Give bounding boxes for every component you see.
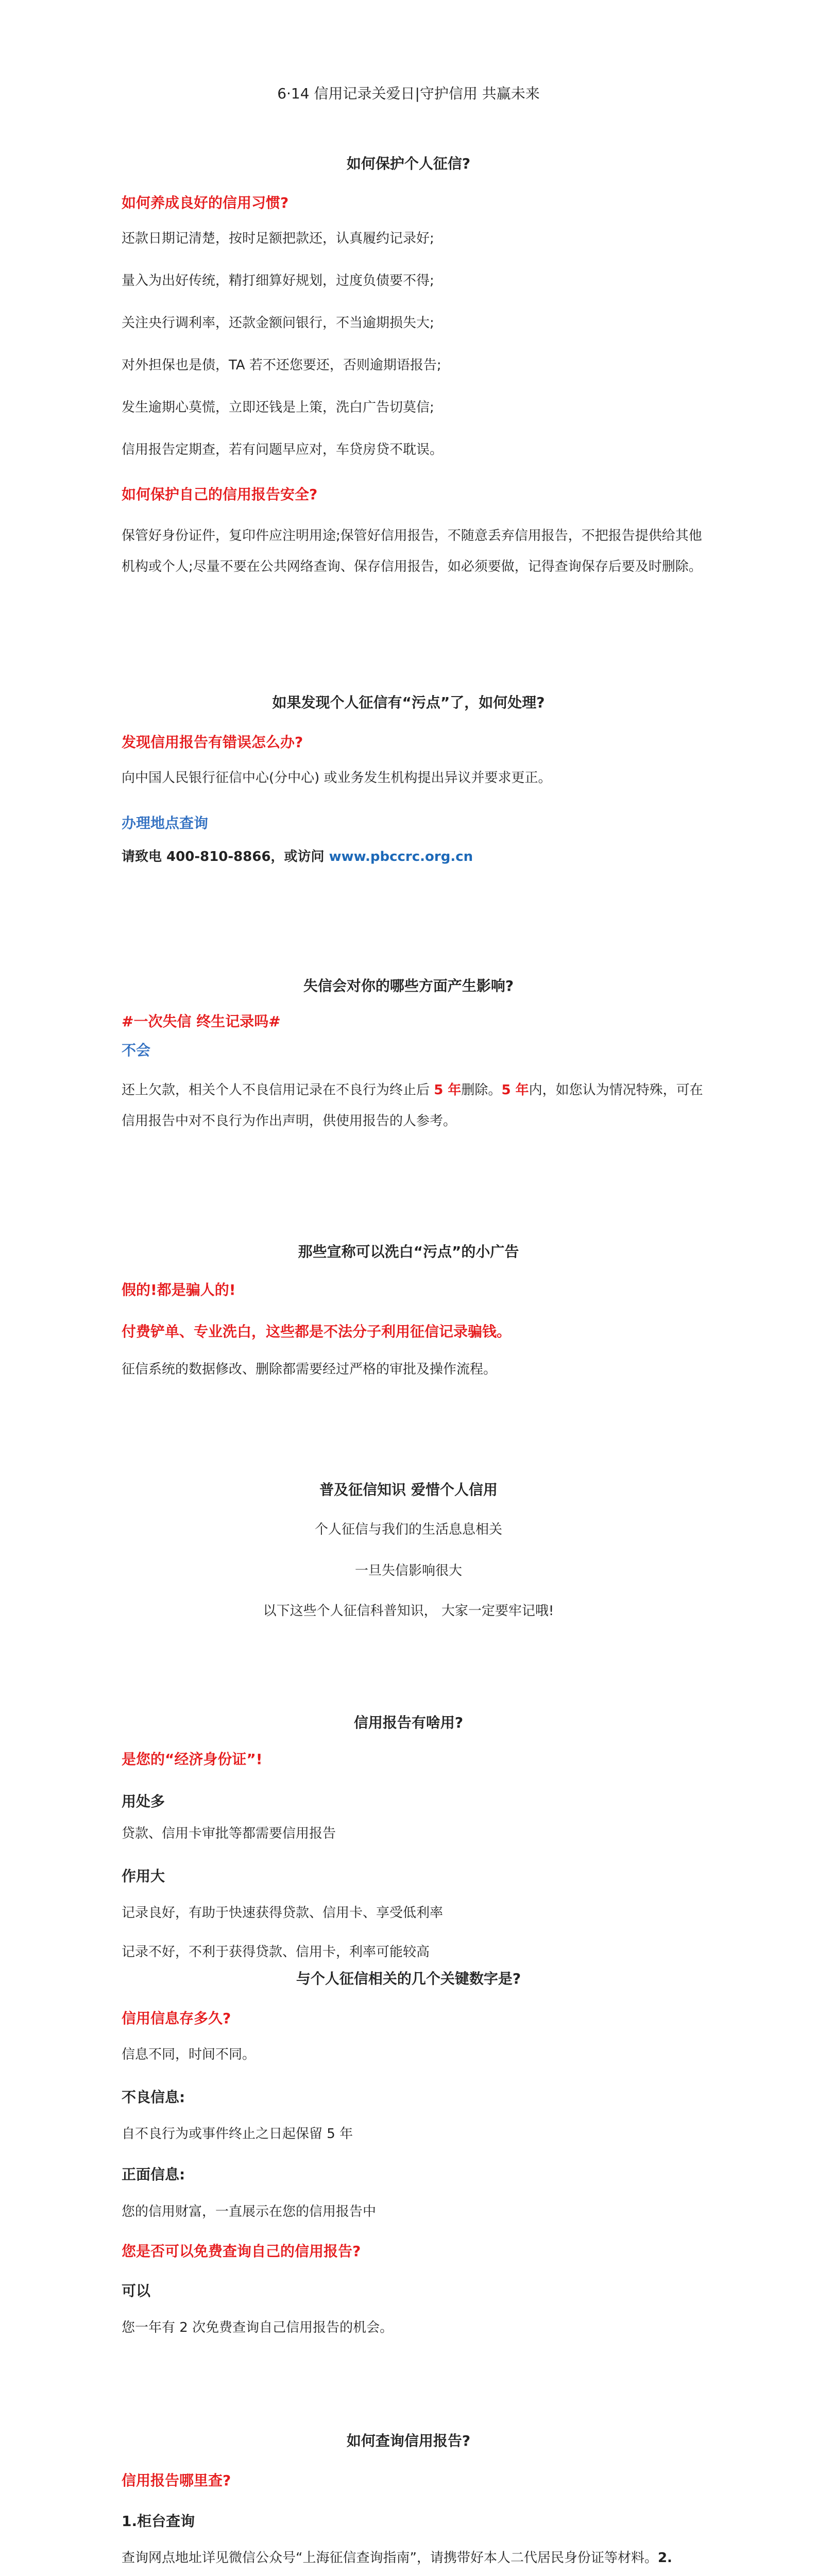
- doc-title: 6·14 信用记录关爱日|守护信用 共赢未来: [277, 85, 540, 102]
- subheading-office-lookup: 办理地点查询: [122, 815, 209, 832]
- label-negative-info: 不良信息:: [122, 2089, 185, 2106]
- question-report-security: 如何保护自己的信用报告安全?: [122, 486, 318, 503]
- hashtag-lifetime-record: #一次失信 终生记录吗#: [122, 1013, 281, 1030]
- economic-id-tagline: 是您的“经济身份证”!: [122, 1751, 263, 1768]
- question-where-query: 信用报告哪里查?: [122, 2472, 231, 2489]
- heading-whitewash-ads: 那些宣称可以洗白“污点”的小广告: [298, 1243, 519, 1260]
- habit-line: 关注央行调利率，还款金额问银行，不当逾期损失大;: [122, 315, 434, 331]
- positive-info-text: 您的信用财富，一直展示在您的信用报告中: [122, 2204, 377, 2219]
- habit-line: 对外担保也是债，TA 若不还您要还，否则逾期语报告;: [122, 358, 441, 373]
- heading-key-numbers: 与个人征信相关的几个关键数字是?: [296, 1970, 521, 1987]
- retention-answer: 信息不同，时间不同。: [122, 2047, 256, 2062]
- question-good-habits: 如何养成良好的信用习惯?: [122, 194, 289, 211]
- phone-label: 请致电 400-810-8866，或访问: [122, 849, 329, 865]
- heading-report-use: 信用报告有啥用?: [353, 1714, 464, 1731]
- habit-line: 信用报告定期查，若有问题早应对，车贷房贷不耽误。: [122, 442, 444, 457]
- question-report-error: 发现信用报告有错误怎么办?: [122, 734, 303, 751]
- heading-stain-handling: 如果发现个人征信有“污点”了，如何处理?: [272, 694, 545, 711]
- answer-no: 不会: [122, 1042, 151, 1059]
- warning-scam: 付费铲单、专业洗白，这些都是不法分子利用征信记录骗钱。: [122, 1323, 512, 1340]
- contact-line: [122, 848, 704, 866]
- heading-dishonesty-impact: 失信会对你的哪些方面产生影响?: [303, 977, 514, 994]
- label-many-uses: 用处多: [122, 1793, 165, 1810]
- habit-line: 发生逾期心莫慌，立即还钱是上策，洗白广告切莫信;: [122, 400, 434, 415]
- effect-line: 记录不好，不利于获得贷款、信用卡，利率可能较高: [122, 1944, 430, 1960]
- heading-protect-credit: 如何保护个人征信?: [346, 155, 471, 172]
- negative-info-text: 自不良行为或事件终止之日起保留 5 年: [122, 2126, 353, 2142]
- label-yes: 可以: [122, 2282, 151, 2299]
- system-strict-text: 征信系统的数据修改、删除都需要经过严格的审批及操作流程。: [122, 1362, 497, 1377]
- knowledge-line: 个人征信与我们的生活息息相关: [314, 1522, 502, 1537]
- knowledge-line: 一旦失信影响很大: [354, 1563, 462, 1579]
- free-query-text: 您一年有 2 次免费查询自己信用报告的机会。: [122, 2320, 394, 2335]
- warning-fake: 假的!都是骗人的!: [122, 1281, 236, 1298]
- question-retention-time: 信用信息存多久?: [122, 2010, 231, 2027]
- counter-query-text: 查询网点地址详见微信公众号“上海征信查询指南”，请携带好本人二代居民身份证等材料。2.: [122, 2550, 672, 2566]
- label-positive-info: 正面信息:: [122, 2166, 185, 2183]
- label-big-effect: 作用大: [122, 1868, 165, 1885]
- method-counter: 1.柜台查询: [122, 2513, 195, 2530]
- error-handling-text: 向中国人民银行征信中心(分中心) 或业务发生机构提出异议并要求更正。: [122, 770, 552, 786]
- knowledge-line: 以下这些个人征信科普知识， 大家一定要牢记哦!: [263, 1603, 554, 1619]
- report-security-paragraph: 保管好身份证件，复印件应注明用途;保管好信用报告，不随意丢弃信用报告，不把报告提供给其他机构或个人;尽量不要在公共网络查询、保存信用报告，如必须要做，记得查询保存后要及时删除。: [122, 528, 702, 574]
- habit-line: 量入为出好传统，精打细算好规划，过度负债要不得;: [122, 273, 434, 289]
- uses-text: 贷款、信用卡审批等都需要信用报告: [122, 1826, 336, 1841]
- heading-how-to-query: 如何查询信用报告?: [346, 2432, 471, 2449]
- question-free-query: 您是否可以免费查询自己的信用报告?: [122, 2243, 361, 2260]
- effect-line: 记录良好，有助于快速获得贷款、信用卡、享受低利率: [122, 1905, 444, 1921]
- habit-line: 还款日期记清楚，按时足额把款还，认真履约记录好;: [122, 231, 434, 246]
- heading-credit-knowledge: 普及征信知识 爱惜个人信用: [319, 1481, 498, 1498]
- record-retention-paragraph: 还上欠款，相关个人不良信用记录在不良行为终止后 5 年删除。5 年内，如您认为情况特殊，可在信用报告中对不良行为作出声明，供使用报告的人参考。: [122, 1082, 703, 1129]
- pbccrc-link[interactable]: www.pbccrc.org.cn: [329, 849, 473, 865]
